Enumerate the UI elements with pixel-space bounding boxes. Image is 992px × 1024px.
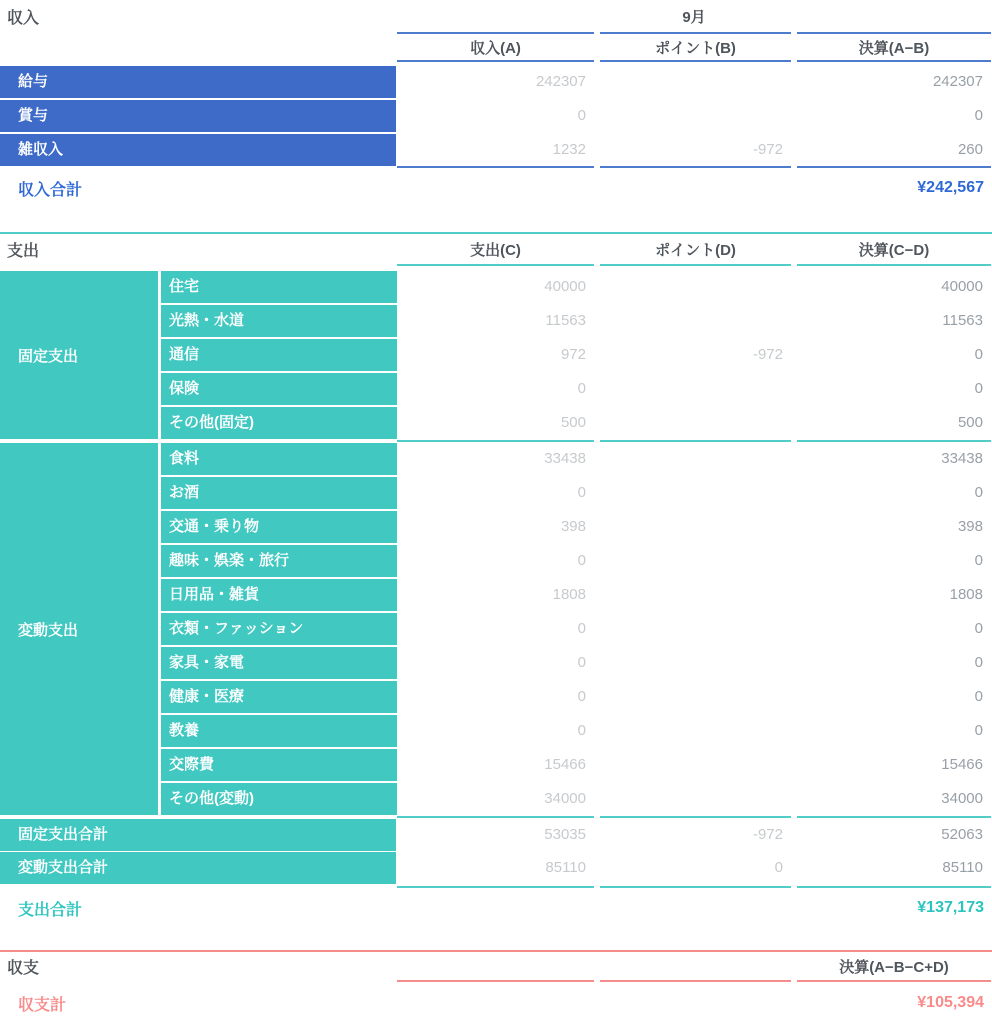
divider xyxy=(0,440,992,442)
expense-category-cell[interactable]: お酒 xyxy=(161,477,397,509)
expense-category-cell[interactable]: その他(固定) xyxy=(161,407,397,439)
income-total-label: 収入合計 xyxy=(18,181,83,199)
table-row xyxy=(161,681,992,713)
month-header: 9月 xyxy=(682,8,706,26)
expense-d-value xyxy=(600,305,791,337)
table-row xyxy=(161,545,992,577)
table-row xyxy=(161,477,992,509)
expense-d-value xyxy=(600,579,791,611)
expense-d-value xyxy=(600,373,791,405)
expense-d-value xyxy=(600,783,791,815)
expense-category-cell[interactable]: 教養 xyxy=(161,715,397,747)
expense-cd-value: 15466 xyxy=(941,756,983,773)
expense-category-cell[interactable]: 住宅 xyxy=(161,271,397,303)
expense-d-value xyxy=(600,477,791,509)
variable-total-c: 85110 xyxy=(545,859,586,876)
expense-cd-value: 0 xyxy=(974,380,983,397)
divider xyxy=(0,60,992,62)
expense-col-cd-header: 決算(C−D) xyxy=(858,241,930,259)
expense-cd-value: 1808 xyxy=(949,586,983,603)
income-a-value: 0 xyxy=(577,107,586,124)
income-total-value: ¥242,567 xyxy=(917,179,984,196)
expense-d-value xyxy=(600,749,791,781)
expense-total-label: 支出合計 xyxy=(18,901,83,919)
table-row xyxy=(161,443,992,475)
table-row xyxy=(161,613,992,645)
expense-d-value xyxy=(600,271,791,303)
expense-cd-value: 500 xyxy=(957,414,983,431)
income-section xyxy=(0,0,992,204)
expense-c-value: 0 xyxy=(577,380,586,397)
fixed-total-c: 53035 xyxy=(544,826,586,843)
variable-expense-group xyxy=(0,443,992,815)
table-row xyxy=(161,579,992,611)
income-b-value: -972 xyxy=(752,141,783,158)
income-a-value: 242307 xyxy=(535,73,586,90)
expense-d-value xyxy=(600,681,791,713)
expense-category-cell[interactable]: 保険 xyxy=(161,373,397,405)
fixed-total-label[interactable]: 固定支出合計 xyxy=(0,819,396,851)
expense-col-d-header: ポイント(D) xyxy=(655,241,736,259)
income-section-title: 収入 xyxy=(7,9,40,27)
table-row xyxy=(0,134,992,166)
expense-section xyxy=(0,232,992,924)
expense-total-row xyxy=(0,892,992,924)
expense-section-title: 支出 xyxy=(7,242,40,260)
variable-total-d: 0 xyxy=(774,859,783,876)
expense-c-value: 500 xyxy=(560,414,586,431)
expense-category-cell[interactable]: その他(変動) xyxy=(161,783,397,815)
divider xyxy=(0,886,992,888)
expense-c-value: 0 xyxy=(577,552,586,569)
expense-cd-value: 11563 xyxy=(942,312,983,329)
balance-total-row xyxy=(0,987,992,1019)
fixed-total-d: -972 xyxy=(752,826,783,843)
table-row xyxy=(161,715,992,747)
table-row xyxy=(0,66,992,98)
table-row xyxy=(161,647,992,679)
expense-d-value xyxy=(600,407,791,439)
income-category-cell[interactable]: 雑収入 xyxy=(0,134,396,166)
expense-cd-value: 398 xyxy=(957,518,983,535)
expense-c-value: 40000 xyxy=(544,278,586,295)
variable-total-label[interactable]: 変動支出合計 xyxy=(0,852,396,884)
income-rows xyxy=(0,66,992,166)
divider xyxy=(0,980,992,982)
expense-d-value xyxy=(600,545,791,577)
income-col-c-header: 決算(A−B) xyxy=(858,39,930,57)
divider xyxy=(0,264,992,266)
income-a-value: 1232 xyxy=(552,141,586,158)
income-category-cell[interactable]: 賞与 xyxy=(0,100,396,132)
balance-section-title: 収支 xyxy=(7,959,40,977)
expense-c-value: 1808 xyxy=(552,586,586,603)
expense-cd-value: 0 xyxy=(974,654,983,671)
table-row xyxy=(161,783,992,815)
fixed-total-cd: 52063 xyxy=(941,826,983,843)
income-category-cell[interactable]: 給与 xyxy=(0,66,396,98)
expense-d-value xyxy=(600,715,791,747)
expense-category-cell[interactable]: 衣類・ファッション xyxy=(161,613,397,645)
expense-cd-value: 0 xyxy=(974,722,983,739)
divider xyxy=(0,816,992,818)
fixed-expense-group xyxy=(0,271,992,439)
expense-d-value xyxy=(600,443,791,475)
expense-c-value: 15466 xyxy=(544,756,586,773)
table-row xyxy=(161,511,992,543)
variable-total-cd: 85110 xyxy=(942,859,983,876)
expense-c-value: 972 xyxy=(560,346,586,363)
expense-category-cell[interactable]: 家具・家電 xyxy=(161,647,397,679)
expense-category-cell[interactable]: 光熱・水道 xyxy=(161,305,397,337)
balance-total-value: ¥105,394 xyxy=(917,994,984,1011)
expense-cd-value: 40000 xyxy=(941,278,983,295)
divider xyxy=(0,32,992,34)
table-row xyxy=(161,407,992,439)
table-row xyxy=(161,749,992,781)
table-row xyxy=(161,305,992,337)
expense-category-cell[interactable]: 交通・乗り物 xyxy=(161,511,397,543)
expense-cd-value: 0 xyxy=(974,484,983,501)
divider xyxy=(0,166,992,168)
expense-cd-value: 0 xyxy=(974,346,983,363)
expense-c-value: 33438 xyxy=(544,450,586,467)
expense-c-value: 34000 xyxy=(544,790,586,807)
expense-cd-value: 0 xyxy=(974,620,983,637)
variable-group-cell[interactable]: 変動支出 xyxy=(0,443,158,815)
table-row xyxy=(161,373,992,405)
expense-c-value: 398 xyxy=(560,518,586,535)
table-row xyxy=(0,100,992,132)
expense-c-value: 0 xyxy=(577,484,586,501)
expense-d-value: -972 xyxy=(752,346,783,363)
fixed-group-cell[interactable]: 固定支出 xyxy=(0,271,158,439)
table-row xyxy=(161,271,992,303)
income-c-value: 242307 xyxy=(932,73,983,90)
expense-col-c-header: 支出(C) xyxy=(470,241,521,259)
expense-category-cell[interactable]: 交際費 xyxy=(161,749,397,781)
expense-cd-value: 0 xyxy=(974,552,983,569)
expense-d-value xyxy=(600,613,791,645)
income-c-value: 260 xyxy=(957,141,983,158)
expense-category-cell[interactable]: 食料 xyxy=(161,443,397,475)
balance-total-label: 収支計 xyxy=(18,996,67,1014)
income-col-a-header: 収入(A) xyxy=(470,39,521,57)
income-col-b-header: ポイント(B) xyxy=(655,39,736,57)
expense-category-cell[interactable]: 健康・医療 xyxy=(161,681,397,713)
expense-d-value xyxy=(600,511,791,543)
expense-cd-value: 34000 xyxy=(941,790,983,807)
expense-cd-value: 0 xyxy=(974,688,983,705)
expense-category-cell[interactable]: 趣味・娯楽・旅行 xyxy=(161,545,397,577)
table-row xyxy=(161,339,992,371)
balance-col-header: 決算(A−B−C+D) xyxy=(839,958,949,976)
income-b-value xyxy=(600,66,791,98)
expense-c-value: 0 xyxy=(577,620,586,637)
income-total-row xyxy=(0,172,992,204)
expense-total-value: ¥137,173 xyxy=(917,899,984,916)
expense-c-value: 0 xyxy=(577,688,586,705)
expense-category-cell[interactable]: 日用品・雑貨 xyxy=(161,579,397,611)
expense-c-value: 0 xyxy=(577,654,586,671)
expense-cd-value: 33438 xyxy=(941,450,983,467)
expense-c-value: 0 xyxy=(577,722,586,739)
expense-c-value: 11563 xyxy=(545,312,586,329)
income-c-value: 0 xyxy=(974,107,983,124)
balance-section xyxy=(0,950,992,1019)
income-b-value xyxy=(600,100,791,132)
variable-total-row xyxy=(0,852,992,884)
expense-d-value xyxy=(600,647,791,679)
fixed-total-row xyxy=(0,819,992,851)
expense-category-cell[interactable]: 通信 xyxy=(161,339,397,371)
